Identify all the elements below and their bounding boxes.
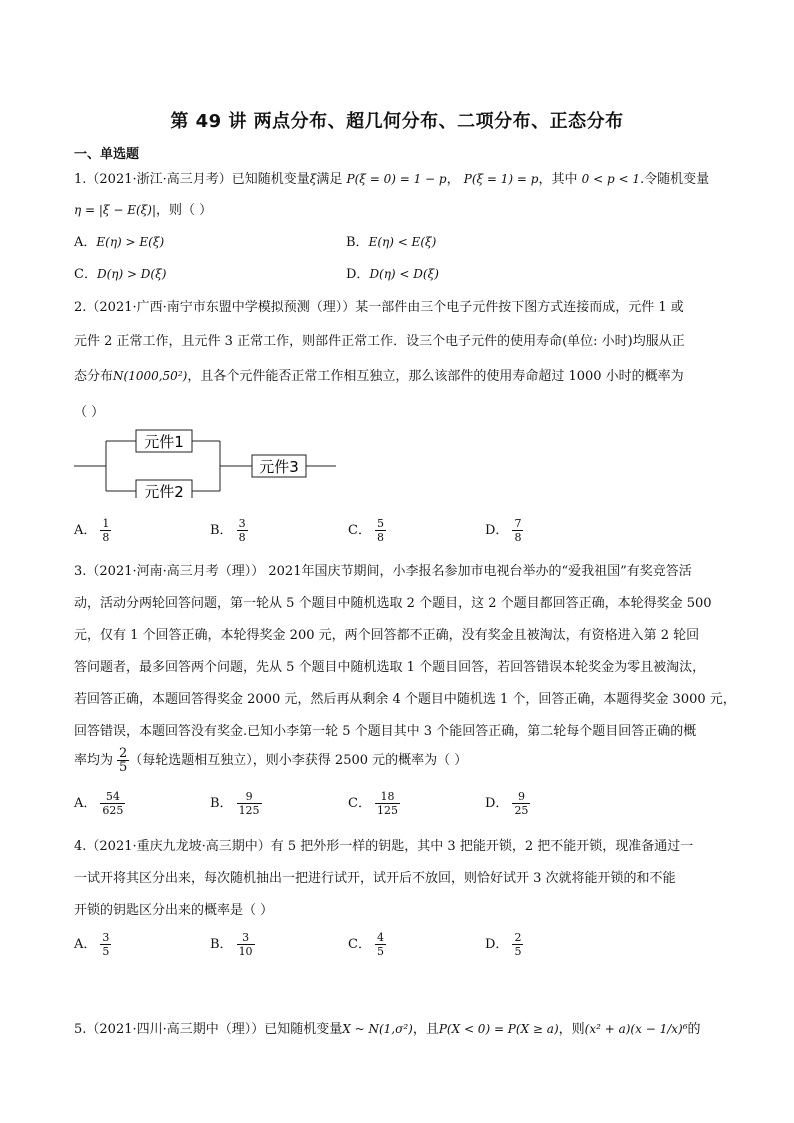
option-label: C． xyxy=(348,937,371,952)
q1-text-d: ，其中 xyxy=(538,172,578,187)
q4-option-d[interactable] xyxy=(485,931,523,958)
q2-option-d[interactable] xyxy=(485,517,523,544)
q2-line2: 元件 2 正常工作，且元件 3 正常工作，则部件正常工作．设三个电子元件的使用寿命(单位: 小时)均服从正 xyxy=(74,334,685,349)
denominator: 5 xyxy=(376,945,384,958)
option-label: B． xyxy=(210,937,233,952)
option-math: E(η) > E(ξ) xyxy=(96,235,165,249)
option-label: A． xyxy=(74,796,97,811)
option-label: D． xyxy=(346,267,370,282)
circuit-diagram xyxy=(74,428,344,498)
q1-option-a[interactable] xyxy=(74,231,164,250)
numerator: 7 xyxy=(514,517,522,530)
q4-line2: 一试开将其区分出来，每次随机抽出一把进行试开，试开后不放回，则恰好试开 3 次就将能开锁的和不能 xyxy=(74,871,676,886)
q2-normal: N(1000,50²) xyxy=(113,369,188,383)
fraction xyxy=(237,517,248,544)
component-1-label: 元件1 xyxy=(144,433,184,451)
q5-text-d: 的 xyxy=(687,1022,701,1037)
denominator: 125 xyxy=(238,804,260,817)
option-math: D(η) < D(ξ) xyxy=(369,267,439,281)
denominator: 8 xyxy=(238,531,246,544)
denominator: 8 xyxy=(102,531,110,544)
q4-option-a[interactable] xyxy=(74,931,111,958)
numerator: 5 xyxy=(376,517,384,530)
q3-line3: 元，仅有 1 个回答正确，本轮得奖金 200 元，两个回答都不正确，没有奖金且被淘汰，有资格进入第 2 轮回 xyxy=(74,628,700,643)
q2-text-b: ，且各个元件能否正常工作相互独立，那么该部件的使用寿命超过 1000 小时的概率为 xyxy=(187,369,684,384)
numerator: 2 xyxy=(514,931,522,944)
q1-text-e: .令随机变量 xyxy=(639,172,710,187)
q2-text-a: 态分布 xyxy=(74,369,114,384)
denominator: 8 xyxy=(514,531,522,544)
denominator: 10 xyxy=(238,945,253,958)
q3-line4: 答问题者，最多回答两个问题，先从 5 个题目中随机选取 1 个题目回答，若回答错误本轮奖金为零且被淘汰， xyxy=(74,660,706,675)
option-label: B． xyxy=(210,523,233,538)
q1-text-c: ， xyxy=(446,172,460,187)
numerator: 4 xyxy=(376,931,384,944)
q1-var: ξ xyxy=(309,172,317,186)
q3-text-b: （每轮选题相互独立），则小李获得 2500 元的概率为（ ） xyxy=(129,753,468,768)
option-label: D． xyxy=(485,796,509,811)
q1-math2: P(ξ = 1) = p xyxy=(463,172,539,186)
q2-line3 xyxy=(74,365,684,384)
fraction xyxy=(375,517,386,544)
numerator: 3 xyxy=(238,517,246,530)
q4-line1: 4.（2021·重庆九龙坡·高三期中）有 5 把外形一样的钥匙，其中 3 把能开锁，2 把不能开锁，现准备通过一 xyxy=(74,839,694,854)
q3-option-c[interactable] xyxy=(348,790,400,817)
q4-option-c[interactable] xyxy=(348,931,386,958)
q1-option-c[interactable] xyxy=(74,263,166,282)
option-label: A． xyxy=(74,523,97,538)
q1-option-b[interactable] xyxy=(346,231,436,250)
fraction xyxy=(237,790,262,817)
numerator: 9 xyxy=(512,790,530,804)
q2-option-b[interactable] xyxy=(210,517,248,544)
component-3-label: 元件3 xyxy=(259,458,299,476)
fraction xyxy=(512,790,530,817)
q1-option-d[interactable] xyxy=(346,263,439,282)
option-label: A． xyxy=(74,235,97,250)
q3-line7 xyxy=(74,747,467,774)
q1-text-f: ，则（ ） xyxy=(155,203,213,218)
option-label: D． xyxy=(485,937,509,952)
q3-text-a: 率均为 xyxy=(74,753,114,768)
option-math: E(η) < E(ξ) xyxy=(368,235,437,249)
q5-math3: (x² + a)(x − 1/x)⁶ xyxy=(584,1022,688,1036)
numerator: 3 xyxy=(237,931,255,945)
option-label: C． xyxy=(348,523,371,538)
q3-line2: 动，活动分两轮回答问题，第一轮从 5 个题目中随机选取 2 个题目，这 2 个题目都回答正确，本轮得奖金 500 xyxy=(74,596,712,611)
numerator: 54 xyxy=(100,790,125,804)
q1-math3: 0 < p < 1 xyxy=(581,172,640,186)
fraction xyxy=(100,517,111,544)
q1-eta: η = |ξ − E(ξ)| xyxy=(74,203,156,217)
q1-line2 xyxy=(74,199,212,218)
denominator: 125 xyxy=(376,804,398,817)
option-math: D(η) > D(ξ) xyxy=(96,267,167,281)
option-label: C． xyxy=(74,267,97,282)
fraction xyxy=(237,931,255,958)
q2-line4: （ ） xyxy=(74,405,105,420)
section-heading: 一、单选题 xyxy=(74,147,140,162)
q5-text-c: ，则 xyxy=(558,1022,585,1037)
q5-text-a: 5.（2021·四川·高三期中（理））已知随机变量 xyxy=(74,1022,343,1037)
denominator: 8 xyxy=(376,531,384,544)
q4-line3: 开锁的钥匙区分出来的概率是（ ） xyxy=(74,903,274,918)
q3-option-b[interactable] xyxy=(210,790,262,817)
numerator: 1 xyxy=(102,517,110,530)
page-title: 第 49 讲 两点分布、超几何分布、二项分布、正态分布 xyxy=(170,111,624,132)
fraction xyxy=(512,931,523,958)
denominator: 5 xyxy=(119,760,128,775)
q5-math1: X ~ N(1,σ²) xyxy=(342,1022,413,1036)
q3-option-a[interactable] xyxy=(74,790,125,817)
denominator: 5 xyxy=(514,945,522,958)
fraction xyxy=(375,931,386,958)
q3-line1: 3.（2021·河南·高三月考（理）） 2021年国庆节期间，小李报名参加市电视台举办的“爱我祖国”有奖竞答活 xyxy=(74,564,692,579)
fraction xyxy=(512,517,523,544)
option-label: B． xyxy=(210,796,233,811)
fraction xyxy=(100,790,125,817)
denominator: 625 xyxy=(102,804,124,817)
denominator: 5 xyxy=(102,945,110,958)
option-label: D． xyxy=(485,523,509,538)
numerator: 3 xyxy=(102,931,110,944)
numerator: 18 xyxy=(375,790,400,804)
option-label: B． xyxy=(346,235,369,250)
numerator: 9 xyxy=(237,790,262,804)
q1-text-b: 满足 xyxy=(316,172,343,187)
fraction xyxy=(375,790,400,817)
q2-option-a[interactable] xyxy=(74,517,111,544)
q5-text-b: ，且 xyxy=(412,1022,439,1037)
q1-text-a: 1.（2021·浙江·高三月考）已知随机变量 xyxy=(74,172,310,187)
denominator: 25 xyxy=(514,804,529,817)
fraction xyxy=(100,931,111,958)
q5-math2: P(X < 0) = P(X ≥ a) xyxy=(438,1022,559,1036)
q4-option-b[interactable] xyxy=(210,931,255,958)
fraction xyxy=(117,747,129,774)
q2-line1: 2.（2021·广西·南宁市东盟中学模拟预测（理））某一部件由三个电子元件按下图方式连接而成，元件 1 或 xyxy=(74,300,684,315)
option-label: A． xyxy=(74,937,97,952)
q1-math1: P(ξ = 0) = 1 − p xyxy=(346,172,447,186)
numerator: 2 xyxy=(119,746,128,761)
q3-line5: 若回答正确，本题回答得奖金 2000 元，然后再从剩余 4 个题目中随机选 1 个，回答正确，本题得奖金 3000 元， xyxy=(74,692,736,707)
component-2-label: 元件2 xyxy=(144,483,184,498)
q5-line1 xyxy=(74,1018,701,1037)
q1-line1 xyxy=(74,168,709,187)
q3-line6: 回答错误，本题回答没有奖金.已知小李第一轮 5 个题目其中 3 个能回答正确，第二轮每个题目回答正确的概 xyxy=(74,724,697,739)
option-label: C． xyxy=(348,796,371,811)
q2-option-c[interactable] xyxy=(348,517,386,544)
q3-option-d[interactable] xyxy=(485,790,530,817)
